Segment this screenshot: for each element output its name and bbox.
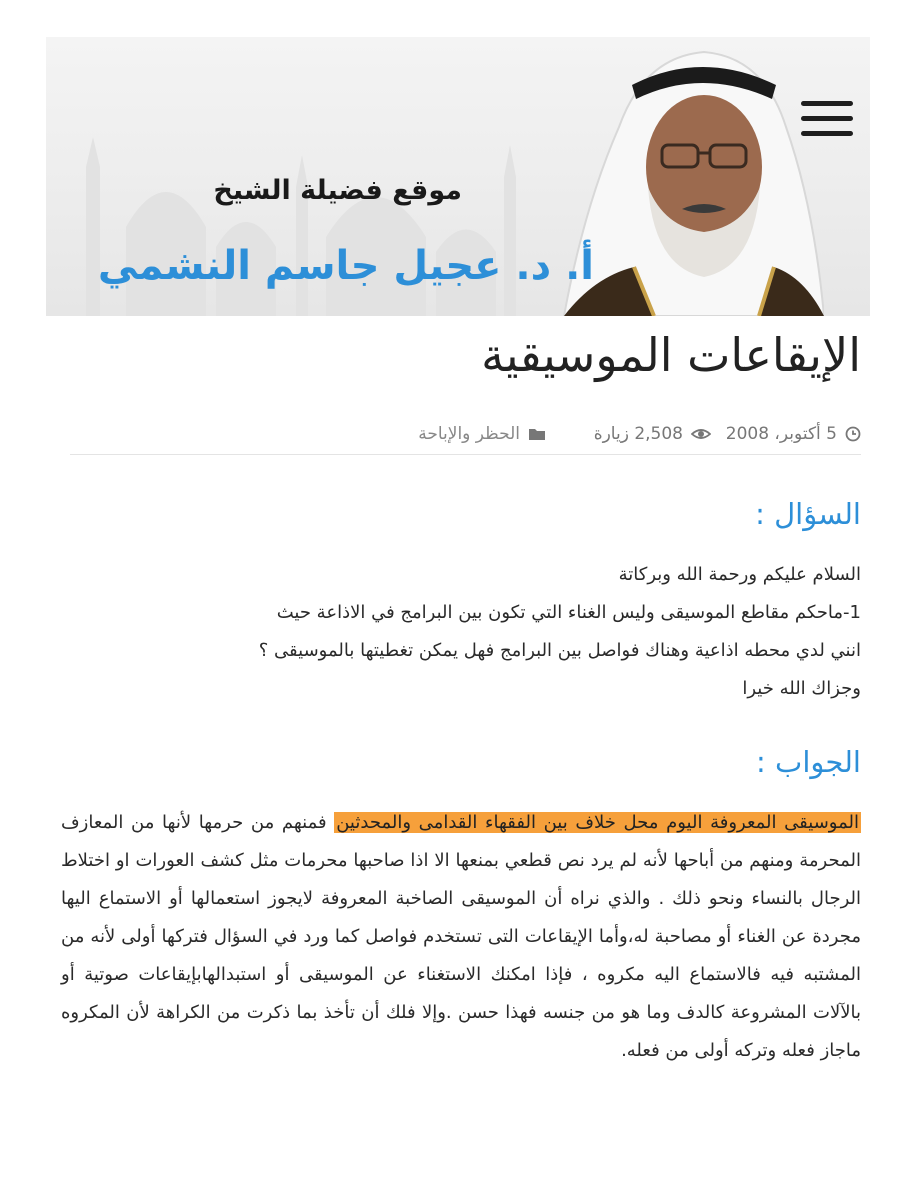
answer-body [61, 804, 861, 1070]
meta-category-link[interactable]: الحظر والإباحة [418, 424, 520, 444]
meta-date [726, 424, 861, 444]
question-line: 1-ماحكم مقاطع الموسيقى وليس الغناء التي تكون بين البرامج في الاذاعة حيث [276, 602, 861, 623]
meta-date-text: 5 أكتوبر، 2008 [725, 424, 837, 444]
article-title: الإيقاعات الموسيقية [481, 328, 861, 382]
meta-views [594, 424, 711, 444]
meta-category[interactable] [418, 424, 546, 444]
question-line: وجزاك الله خيرا [742, 678, 861, 699]
highlighted-text: الموسيقى المعروفة اليوم محل خلاف بين الفقهاء القدامى والمحدثين [336, 812, 859, 833]
question-body [61, 556, 861, 708]
question-line: السلام عليكم ورحمة الله وبركاتة [618, 564, 861, 585]
folder-icon [528, 426, 546, 442]
article-meta [70, 418, 861, 455]
answer-text: فمنهم من حرمها لأنها من المعازف المحرمة ومنهم من أباحها لأنه لم يرد نص قطعي بمنعها الا اذا صاحبها محرمات مثل كشف العورات او اختلاط الرجال بالنساء ونحو ذلك . والذي نراه أن الموسيقى الصاخبة المعروفة لايجوز استعمالها أو الاستماع اليها مجردة عن الغناء أو مصاحبة له،وأما الإيقاعات التى تستخدم فواصل كما ورد في السؤال فتركها أولى لأنه من المشتبه فيه فالاستماع اليه مكروه ، فإذا امكنك الاستغناء عن الموسيقى أو استبدالهابإيقاعات صوتية أو بالآلات المشروعة كالدف وما هو من جنسه فهذا حسن .وإلا فلك أن تأخذ بما ذكرت من الكراهة لأن المكروه ماجاز فعله وتركه أولى من فعله. [61, 812, 861, 1061]
answer-heading: الجواب : [756, 745, 861, 779]
site-name-logo-text[interactable]: أ. د. عجيل جاسم النشمي [97, 243, 594, 289]
question-heading: السؤال : [755, 497, 861, 531]
site-subtitle: موقع فضيلة الشيخ [213, 175, 462, 206]
clock-icon [845, 426, 861, 442]
eye-icon [691, 426, 711, 442]
question-line: انني لدي محطه اذاعية وهناك فواصل بين البرامج فهل يمكن تغطيتها بالموسيقى ؟ [258, 640, 861, 661]
meta-views-text: 2,508 زيارة [593, 424, 683, 444]
hamburger-menu-icon[interactable] [801, 99, 853, 139]
site-header-banner [46, 37, 870, 316]
